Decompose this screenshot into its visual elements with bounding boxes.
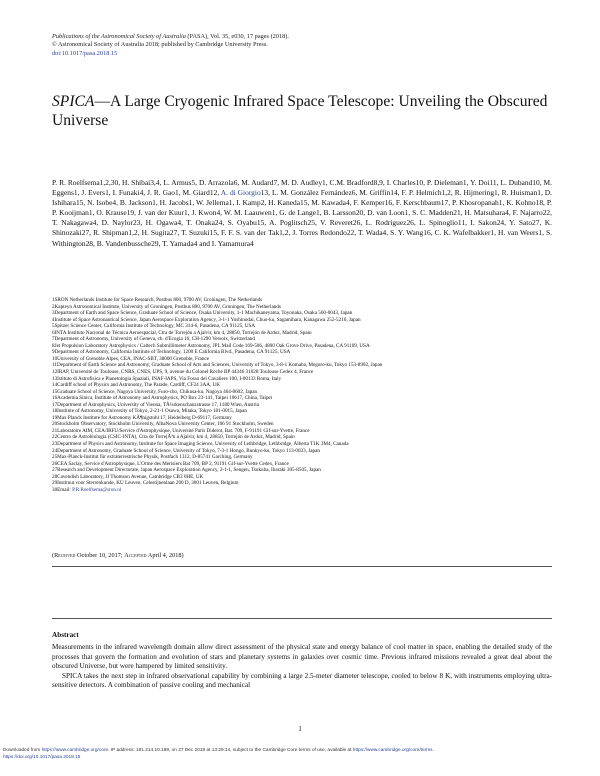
divider-top: [52, 566, 552, 567]
abstract-body: [52, 643, 552, 691]
abstract-heading: Abstract: [52, 631, 79, 639]
journal-volume: (PASA), Vol. 35, e030, 17 pages (2018).: [185, 33, 289, 40]
affiliation-item: 25Max-Planck-Institut für extraterrestrische Physik, Postfach 1312, D-85741 Garching, Germany: [52, 454, 253, 461]
paper-title: [52, 92, 552, 130]
email-link[interactable]: P.R.Roelfsema@sron.nl: [72, 486, 122, 493]
affiliation-item: 29Instituut voor Sterrenkunde, KU Leuven, Celestijnenlaan 200 D, 3001 Leuven, Belgium: [52, 480, 239, 487]
affiliation-item: 1SRON Netherlands Institute for Space Research, Postbus 800, 9700 AV, Groningen, The Netherlands: [52, 297, 263, 303]
author-link[interactable]: A. di Giorgio: [220, 188, 261, 198]
abstract-paragraph-1: Measurements in the infrared wavelength domain allow direct assessment of the physical state and energy balance of cool matter in space, enabling the detailed study of the processes that govern the formation and evolution of stars and planetary systems in galaxies over cosmic time. Previous infrared missions revealed a great deal about the obscured Universe, but were hampered by limited sensitivity.: [52, 643, 552, 670]
affiliation-item: 11Department of Earth Science and Astronomy, Graduate School of Arts and Sciences, University of Tokyo, 3-8-1 Komaba, Meguro-ku, Tokyo 153-8902, Japan: [52, 362, 383, 369]
affiliation-item: 27Research and Development Directorate, Japan Aerospace Exploration Agency, 2-1-1, Sengen, Tsukuba, Ibaraki 305-8505, Japan: [52, 467, 321, 474]
accepted-date: April 4, 2018): [146, 552, 184, 559]
author-list: [52, 178, 552, 249]
affiliation-item: 12IRAP, Université de Toulouse, CNRS, CNES, UPS, 9, avenue du Colonel Roche BP 44346 31028 Toulouse Cedex 4, France: [52, 369, 314, 376]
affiliation-item: 8Jet Propulsion Laboratory Astrophysics / Caltech Submillimeter Astronomy, JPL Mail Code 169-506, 4800 Oak Grove Drive, Pasadena, CA 91109, USA: [52, 342, 370, 349]
affiliation-item: 19Max Planck Institute for Astronomy KÃ¶nigstuhl 17, Heidelberg D-69117, Germany: [52, 414, 232, 421]
accepted-label: Accepted: [124, 552, 147, 559]
affiliation-item: 22Centro de Astrobiología (CSIC-INTA), Ctra de TorrejÃ³n a Ajalvir, km 4, 28850, Torrejón de Ardoz, Madrid, Spain: [52, 434, 295, 441]
email-label: 30Email:: [52, 486, 73, 493]
footer-text-a: Downloaded from: [3, 748, 42, 753]
abstract-paragraph-2: SPICA takes the next step in infrared observational capability by combining a large 2.5-meter diameter telescope, cooled to below 8 K, with instruments employing ultra-sensitive detectors. A combination of passive cooling and mechanical: [52, 671, 552, 689]
divider-bottom: [52, 618, 552, 619]
affiliation-item: 18Institute of Astronomy, University of Tokyo, 2-21-1 Osawa, Mitaka, Tokyo 181-0015, Japan: [52, 408, 247, 415]
affiliation-item: 9Department of Astronomy, California Institute of Technology, 1200 E California Blvd., Pasadena, CA 91125, USA: [52, 349, 291, 356]
affiliation-item: 3Department of Earth and Space Science, Graduate School of Science, Osaka University, 1-1 Machikaneyama, Toyonaka, Osaka 560-0043, Japan: [52, 310, 353, 317]
authors-part-1: P. R. Roelfsema1,2,30, H. Shibai3,4, L. Armus5, D. Arrazola6, M. Audard7, M. D. Audley1, C.M. Bradford8,9, I. Charles10, P. Dieleman1, Y. Doi11, L. Duband10, M. Eggens1, J. Evers1, I. Funaki4, J. R. Gao1, M. Giard12,: [52, 178, 552, 198]
affiliation-item: 13Istituto di Astrofisica e Planetologia Spaziali, INAF-IAPS, Via Fosso del Cavaliere 100, I-00133 Roma, Italy: [52, 375, 282, 382]
affiliation-item: 15Graduate School of Science, Nagoya University, Furo-cho, Chikusa-ku, Nagoya 464-8602, Japan: [52, 388, 258, 395]
affiliation-item: 16Academia Sinica, Institute of Astronomy and Astrophysics, PO Box 23-141, Taipei 10617, China, Taipei: [52, 395, 273, 402]
footer-text-c: .: [432, 748, 434, 753]
affiliation-item: 28Cavendish Laboratory, JJ Thomson Avenue, Cambridge CB3 0HE, UK: [52, 473, 204, 480]
received-dates: (Received October 10, 2017; Accepted April 4, 2018): [52, 552, 184, 559]
title-rest: —A Large Cryogenic Infrared Space Telescope: Unveiling the Obscured Universe: [52, 93, 548, 129]
affiliation-item: 24Department of Astronomy, Graduate School of Science, University of Tokyo, 7-3-1 Hongo, Bunkyo-ku, Tokyo 113-0033, Japan: [52, 447, 320, 454]
affiliation-item: 4Institute of Space Astronautical Science, Japan Aerospace Exploration Agency, 3-1-1 Yoshinodai, Chuo-ku, Sagamihara, Kanagawa 252-5210, Japan: [52, 316, 361, 323]
copyright-line: © Astronomical Society of Australia 2018; published by Cambridge University Press.: [52, 41, 268, 49]
affiliation-list: [52, 297, 552, 493]
doi-link[interactable]: doi:10.1017/pasa.2018.15: [52, 49, 118, 57]
affiliation-item: 17Department of Astrophysics, University of Vienna, TÃ¼rkenschanzstrasse 17, 1180 Wien, Austria: [52, 401, 260, 408]
affiliation-item: 6INTA Instituto Nacional de Técnica Aeroespacial, Ctra de Torrejón a Ajalvir, km 4, 28850, Torrejón de Ardoz, Madrid, Spain: [52, 329, 312, 336]
affiliation-item: 26CEA Saclay, Service d'Astrophysique, L'Orme des Merisiers Bat 709, BP 2, 91191 Gif-sur-Yvette Cedex, France: [52, 460, 289, 467]
title-italic: SPICA: [52, 93, 95, 110]
footer-doi-link[interactable]: https://doi.org/10.1017/pasa.2018.15: [3, 755, 81, 761]
affiliation-item: 20Stockholm Observatory, Stockholm University, AlbaNova University Center, 106 91 Stockholm, Sweden: [52, 421, 274, 428]
affiliation-item: 7Department of Astronomy, University of Geneva, ch. d'Ecogia 16, CH-1290 Versoix, Switzerland: [52, 336, 255, 343]
received-date: October 10, 2017;: [75, 552, 125, 559]
footer-link-terms[interactable]: https://www.cambridge.org/core/terms: [352, 748, 433, 753]
footer-link-core[interactable]: https://www.cambridge.org/core: [41, 748, 109, 753]
footer-text-b: . IP address: 181.214.10.189, on 27 Dec 2018 at 13:29:14, subject to the Cambridge Core terms of use, available at: [108, 748, 353, 753]
affiliation-item: 5Spitzer Science Center, California Institute of Technology, MC 314-6, Pasadena, CA 91125, USA: [52, 323, 256, 330]
download-footer: [3, 747, 597, 761]
contact-email: [52, 487, 552, 494]
affiliation-item: 2Kapteyn Astronomical Institute, University of Groningen, Postbus 800, 9700 AV, Groningen, The Netherlands: [52, 303, 281, 310]
affiliation-item: 23Department of Physics and Astronomy, Institute for Space Imaging Science, University of Lethbridge, Lethbridge, Alberta T1K 3M4, Canada: [52, 441, 349, 448]
affiliation-item: 21Laboratoire AIM, CEA/IRFU/Service d'Astrophysique, Université Paris Diderot, Bat. 709, F-91191 Gif-sur-Yvette, France: [52, 427, 310, 434]
authors-part-2: 13, L. M. González Fernández6, M. Griffin14, F. P. Helmich1,2, R. Hijmering1, R. Huisman1, D. Ishihara15, N. Isobe4, B. Jackson1, H. Jacobs1, W. Jellema1, I. Kamp2, H. Kaneda15, M. Kawada4, F. Kemper16, F. Kerschbaum17, P. Khosropanah1, K. Kohno18, P. P. Kooijman1, O. Krause19, J. van der Kuur1, J. Kwon4, W. M. Laauwen1, G. de Lange1, B. Larsson20, D. van Loon1, S. C. Madden21, H. Matsuhara4, F. Najarro22, T. Nakagawa4, D. Naylor23, H. Ogawa4, T. Onaka24, S. Oyabu15, A. Poglitsch25, V. Reveret26, L. Rodriguez26, L. Spinoglio11, I. Sakon24, Y. Sato27, K. Shinozaki27, R. Shipman1,2, H. Sugita27, T. Suzuki15, F. F. S. van der Tak1,2, J. Torres Redondo22, T. Wada4, S. Y. Wang16, C. K. Wafelbakker1, H. van Weers1, S. Withington28, B. Vandenbussche29, T. Yamada4 and I. Yamamura4: [52, 188, 552, 248]
affiliation-item: 14Cardiff school of Physics and Astronomy, The Parade, Cardiff, CF24 3AA, UK: [52, 382, 221, 389]
received-label: Received: [54, 552, 76, 559]
journal-header: [52, 33, 289, 58]
affiliation-item: 10University of Grenoble Alpes, CEA, INAC-SBT, 38000 Grenoble, France: [52, 355, 209, 362]
page-number: 1: [298, 725, 302, 733]
journal-name: Publications of the Astronomical Society of Australia: [52, 33, 186, 40]
